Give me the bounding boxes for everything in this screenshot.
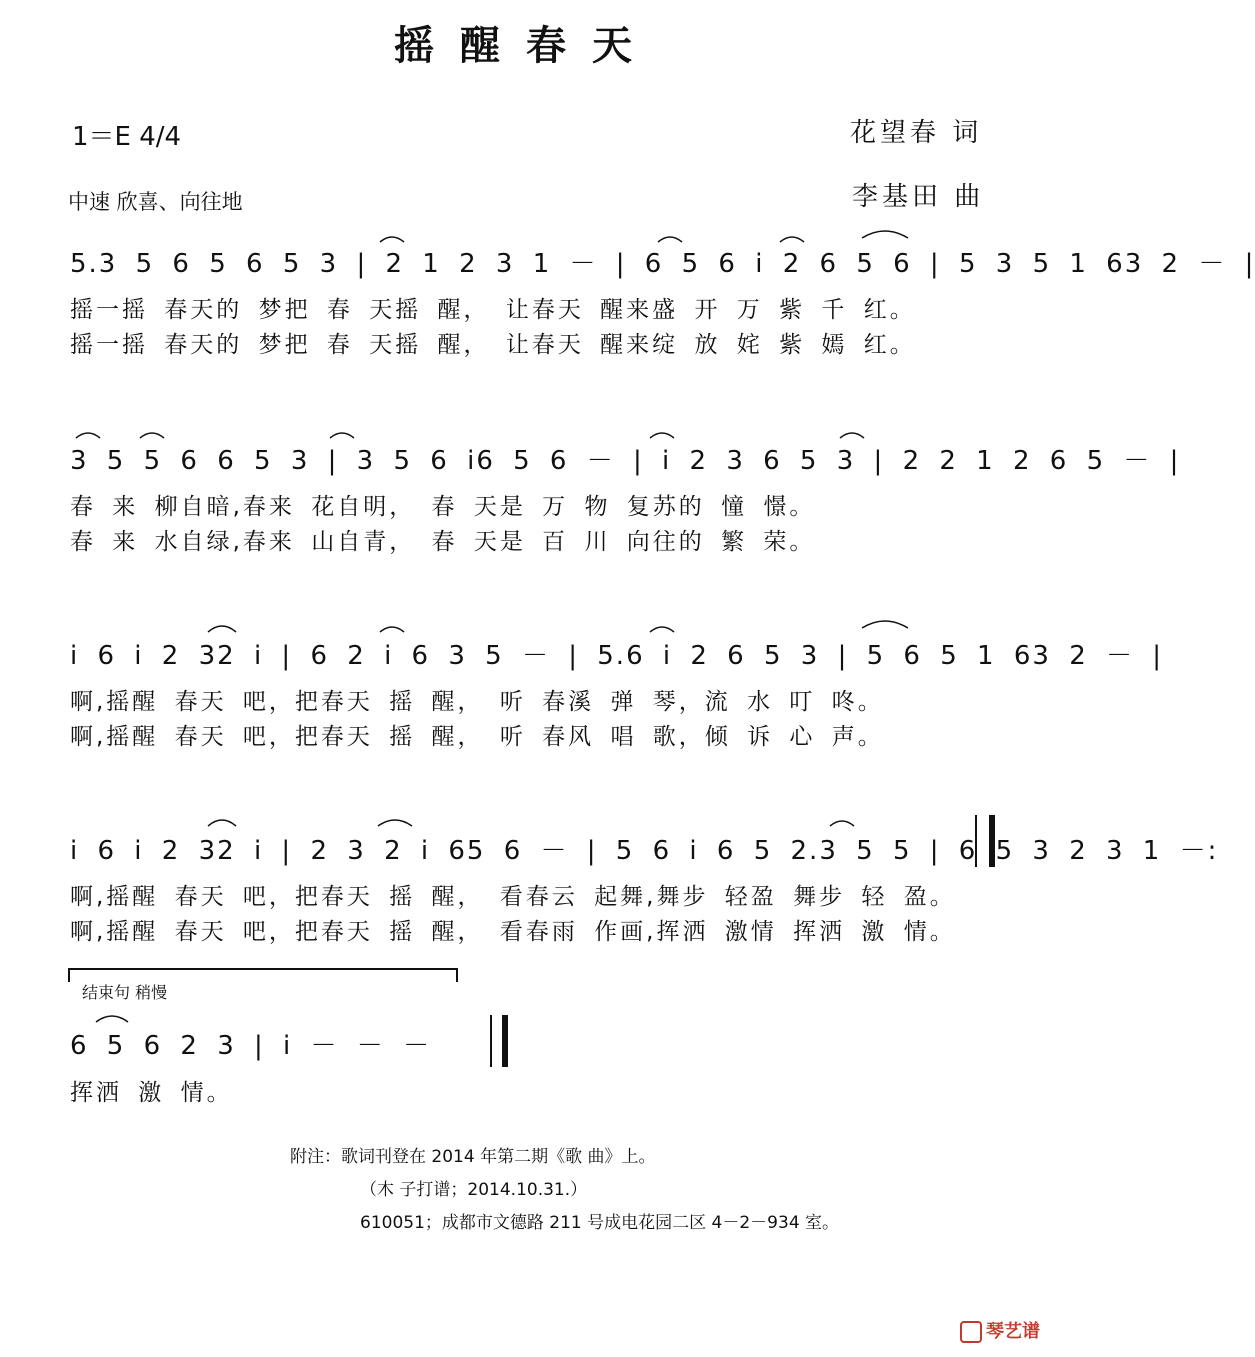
brand-watermark (960, 1317, 1040, 1343)
slur (76, 433, 100, 438)
notation-row-4: i 6 i 2 32 i | 2 3 2 i 65 6 － | 5 6 i 6 5 2.3 5 5 | 6 5 3 2 3 1 －: (70, 836, 1219, 866)
slur (378, 820, 412, 826)
key-time-signature: 1＝E 4/4 (72, 122, 182, 152)
slur (96, 1016, 128, 1022)
slur (830, 821, 854, 826)
lyric-row-1-verse-2: 摇一摇 春天的 梦把 春 天摇 醒， 让春天 醒来绽 放 姹 紫 嫣 红。 (70, 332, 916, 358)
lyric-row-4-verse-1: 啊,摇醒 春天 吧，把春天 摇 醒， 看春云 起舞,舞步 轻盈 舞步 轻 盈。 (70, 884, 956, 910)
tempo-marking: 中速 欣喜、向往地 (68, 190, 243, 214)
footnote-1: 附注：歌词刊登在 2014 年第二期《歌 曲》上。 (290, 1147, 656, 1167)
notation-row-2: 3 5 5 6 6 5 3 | 3 5 6 i6 5 6 － | i 2 3 6 5 3 | 2 2 1 2 6 5 － | (70, 446, 1181, 476)
slur (840, 433, 864, 438)
footnote-3: 610051；成都市文德路 211 号成电花园二区 4－2－934 室。 (360, 1213, 840, 1233)
lyric-row-2-verse-2: 春 来 水自绿,春来 山自青， 春 天是 百 川 向往的 繁 荣。 (70, 529, 816, 555)
qinyipu-logo-icon (960, 1321, 982, 1343)
slur (862, 621, 908, 628)
slur (208, 820, 236, 826)
brand-name: 琴艺谱 (986, 1321, 1040, 1342)
slur (650, 433, 674, 438)
notation-row-3: i 6 i 2 32 i | 6 2 i 6 3 5 － | 5.6 i 2 6 5 3 | 5 6 5 1 63 2 － | (70, 641, 1164, 671)
slur (780, 237, 804, 242)
notation-row-1: 5.3 5 6 5 6 5 3 | 2 1 2 3 1 － | 6 5 6 i 2 6 5 6 | 5 3 5 1 63 2 － | (70, 249, 1255, 279)
lyric-row-4-verse-2: 啊,摇醒 春天 吧，把春天 摇 醒， 看春雨 作画,挥洒 激情 挥洒 激 情。 (70, 919, 956, 945)
slur (658, 237, 682, 242)
slur (330, 433, 354, 438)
slur (380, 627, 404, 632)
composer: 李基田 曲 (852, 182, 985, 212)
lyric-row-3-verse-2: 啊,摇醒 春天 吧，把春天 摇 醒， 听 春风 唱 歌，倾 诉 心 声。 (70, 724, 884, 750)
slur (380, 237, 404, 242)
slur (650, 627, 674, 632)
ending-lyrics: 挥洒 激 情。 (70, 1080, 233, 1106)
lyric-row-1-verse-1: 摇一摇 春天的 梦把 春 天摇 醒， 让春天 醒来盛 开 万 紫 千 红。 (70, 297, 916, 323)
footnote-2: （木 子打谱；2014.10.31.） (360, 1180, 588, 1200)
lyric-row-3-verse-1: 啊,摇醒 春天 吧，把春天 摇 醒， 听 春溪 弹 琴，流 水 叮 咚。 (70, 689, 884, 715)
slur (862, 231, 908, 238)
song-title: 摇醒春天 (394, 22, 658, 69)
lyric-row-2-verse-1: 春 来 柳自暗,春来 花自明， 春 天是 万 物 复苏的 憧 憬。 (70, 494, 816, 520)
lyricist: 花望春 词 (850, 118, 983, 148)
ending-notation: 6 5 6 2 3 | i － － － (70, 1031, 432, 1061)
slur (208, 626, 236, 632)
slur (140, 433, 164, 438)
ending-label: 结束句 稍慢 (82, 983, 168, 1002)
